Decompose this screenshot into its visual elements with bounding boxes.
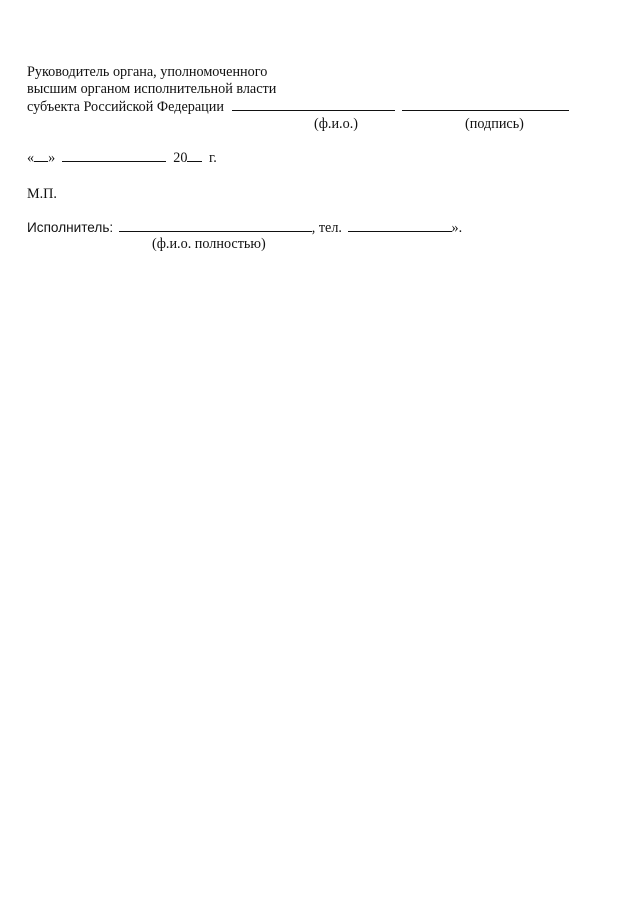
year-prefix: 20 bbox=[173, 150, 188, 166]
year-suffix: г. bbox=[209, 150, 217, 166]
executor-label: Исполнитель: bbox=[27, 220, 114, 235]
caption-fio-full: (ф.и.о. полностью) bbox=[152, 236, 266, 252]
executor-closing: ». bbox=[451, 220, 463, 236]
date-line bbox=[27, 149, 217, 167]
executor-fio-blank-line[interactable] bbox=[119, 219, 312, 232]
day-blank-line[interactable] bbox=[34, 149, 48, 162]
month-blank-line[interactable] bbox=[62, 149, 166, 162]
stamp-label: М.П. bbox=[27, 186, 57, 202]
executor-separator: , bbox=[311, 220, 316, 236]
phone-blank-line[interactable] bbox=[348, 219, 452, 232]
head-title-line2: высшим органом исполнительной власти bbox=[27, 81, 277, 97]
phone-label: тел. bbox=[318, 220, 342, 236]
head-title-line3-row bbox=[27, 98, 569, 116]
date-close-quote: » bbox=[48, 150, 56, 166]
executor-line bbox=[27, 219, 462, 237]
fio-blank-line[interactable] bbox=[232, 98, 395, 111]
year-blank-line[interactable] bbox=[187, 149, 202, 162]
date-open-quote: « bbox=[27, 150, 35, 166]
head-title-line3: субъекта Российской Федерации bbox=[27, 99, 224, 115]
caption-signature: (подпись) bbox=[465, 116, 524, 132]
signature-blank-line[interactable] bbox=[402, 98, 569, 111]
head-title-line1: Руководитель органа, уполномоченного bbox=[27, 64, 268, 80]
caption-fio: (ф.и.о.) bbox=[314, 116, 358, 132]
